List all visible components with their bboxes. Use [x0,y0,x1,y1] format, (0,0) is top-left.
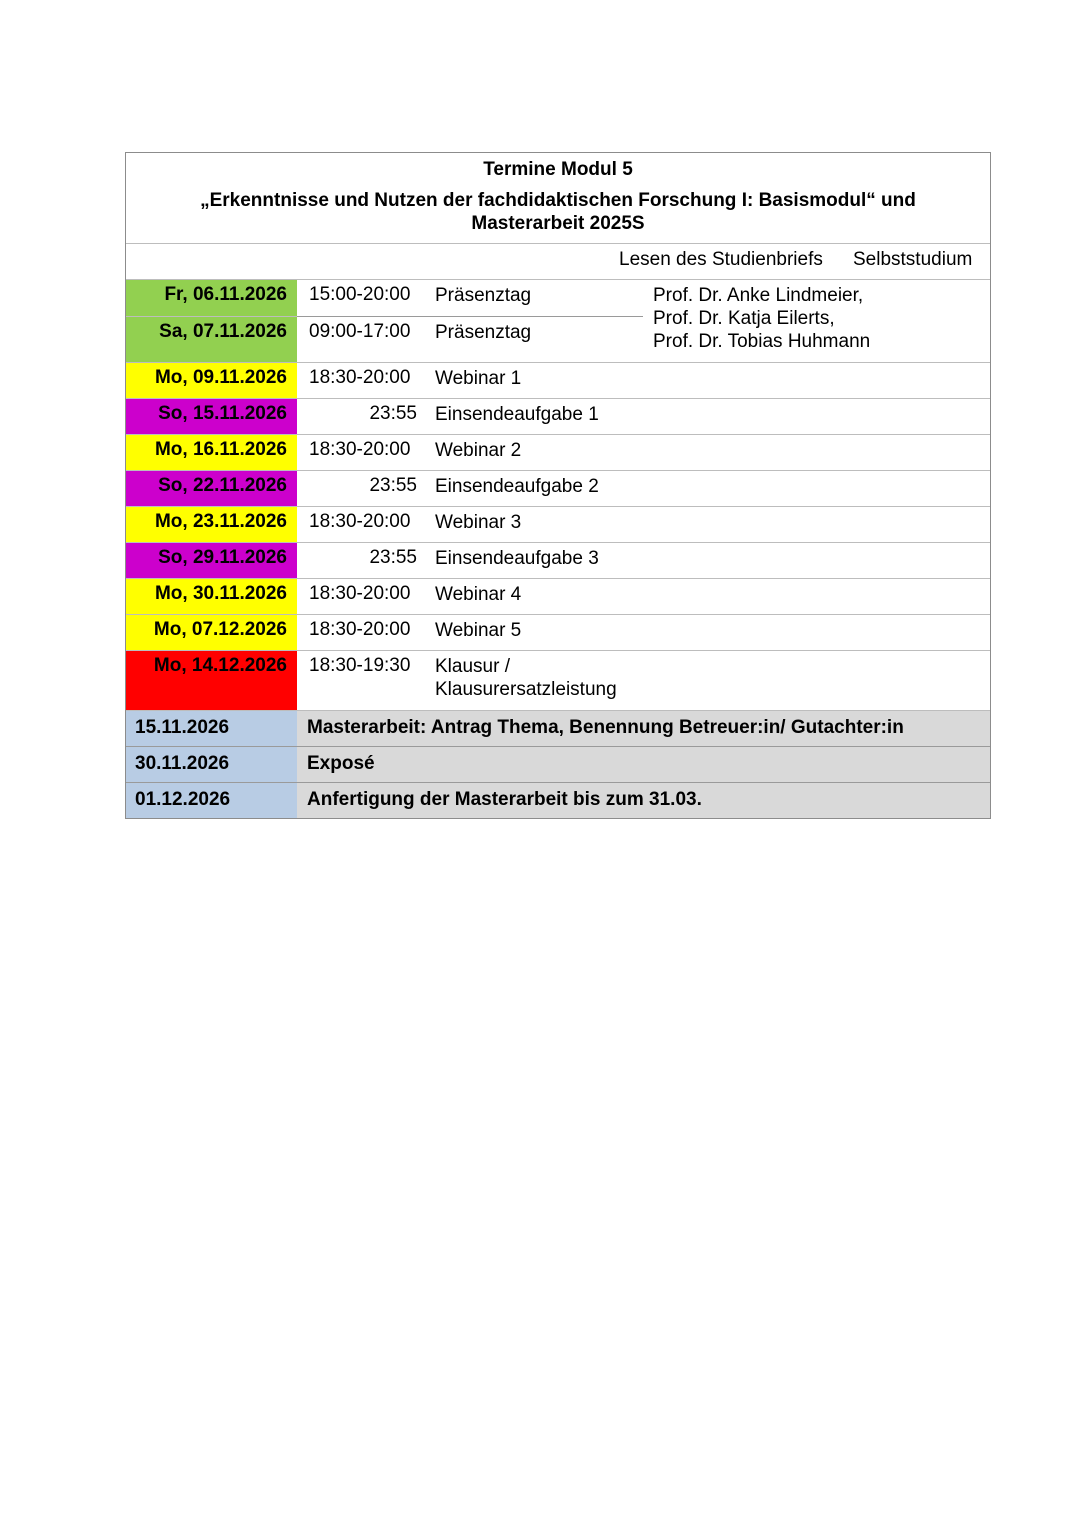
table-row [126,362,990,398]
event-cell: Präsenztag [425,280,643,316]
time-cell: 18:30-20:00 [297,578,425,614]
schedule-table [126,280,990,818]
event-cell: Webinar 3 [425,506,643,542]
empty-cell [643,434,990,470]
master-date-cell: 01.12.2026 [126,782,297,818]
module-subtitle: Masterarbeit 2025S [471,213,645,234]
table-row [126,470,990,506]
time-cell: 09:00-17:00 [297,316,425,362]
time-cell: 15:00-20:00 [297,280,425,316]
selfstudy-label: Selbststudium [853,249,973,270]
time-cell: 23:55 [297,398,425,434]
empty-cell [643,542,990,578]
empty-cell [643,506,990,542]
table-row [126,782,990,818]
lecturer-name: Prof. Dr. Tobias Huhmann [653,331,871,352]
time-cell: 23:55 [297,470,425,506]
empty-cell [643,614,990,650]
table-row [126,578,990,614]
title-block [126,153,990,244]
event-cell: Webinar 4 [425,578,643,614]
empty-cell [643,578,990,614]
event-cell [425,650,643,710]
date-cell: Mo, 23.11.2026 [126,506,297,542]
lecturers-cell [643,280,990,362]
table-row [126,506,990,542]
date-cell: Mo, 14.12.2026 [126,650,297,710]
date-cell: Mo, 07.12.2026 [126,614,297,650]
table-row [126,710,990,746]
event-cell: Webinar 5 [425,614,643,650]
empty-cell [643,650,990,710]
master-text-cell: Masterarbeit: Antrag Thema, Benennung Betreuer:in/ Gutachter:in [297,710,990,746]
event-cell: Einsendeaufgabe 1 [425,398,643,434]
time-cell: 18:30-20:00 [297,614,425,650]
lecturer-name: Prof. Dr. Anke Lindmeier, [653,285,864,306]
event-cell: Einsendeaufgabe 3 [425,542,643,578]
date-cell: So, 15.11.2026 [126,398,297,434]
date-cell: Sa, 07.11.2026 [126,316,297,362]
selfstudy-row [126,244,990,280]
date-cell: Mo, 09.11.2026 [126,362,297,398]
time-cell: 18:30-20:00 [297,434,425,470]
time-cell: 18:30-20:00 [297,362,425,398]
date-cell: So, 22.11.2026 [126,470,297,506]
event-cell: Webinar 2 [425,434,643,470]
schedule-sheet [125,152,991,819]
table-row [126,280,990,316]
event-cell: Webinar 1 [425,362,643,398]
table-row [126,650,990,710]
date-cell: Mo, 30.11.2026 [126,578,297,614]
empty-cell [643,398,990,434]
master-date-cell: 30.11.2026 [126,746,297,782]
date-cell: So, 29.11.2026 [126,542,297,578]
module-title: „Erkenntnisse und Nutzen der fachdidaktischen Forschung I: Basismodul“ und [200,190,916,211]
event-cell: Präsenztag [425,316,643,362]
master-date-cell: 15.11.2026 [126,710,297,746]
event-line: Klausur / [435,655,510,677]
date-cell: Fr, 06.11.2026 [126,280,297,316]
empty-cell [643,362,990,398]
selfstudy-reading: Lesen des Studienbriefs [619,249,823,270]
time-cell: 18:30-19:30 [297,650,425,710]
table-row [126,542,990,578]
master-text-cell: Exposé [297,746,990,782]
table-row [126,434,990,470]
event-line: Klausurersatzleistung [435,678,617,700]
time-cell: 23:55 [297,542,425,578]
document-title: Termine Modul 5 [483,159,633,180]
table-row [126,746,990,782]
date-cell: Mo, 16.11.2026 [126,434,297,470]
table-row [126,614,990,650]
master-text-cell: Anfertigung der Masterarbeit bis zum 31.03. [297,782,990,818]
table-row [126,398,990,434]
time-cell: 18:30-20:00 [297,506,425,542]
empty-cell [643,470,990,506]
event-cell: Einsendeaufgabe 2 [425,470,643,506]
lecturer-name: Prof. Dr. Katja Eilerts, [653,308,835,329]
